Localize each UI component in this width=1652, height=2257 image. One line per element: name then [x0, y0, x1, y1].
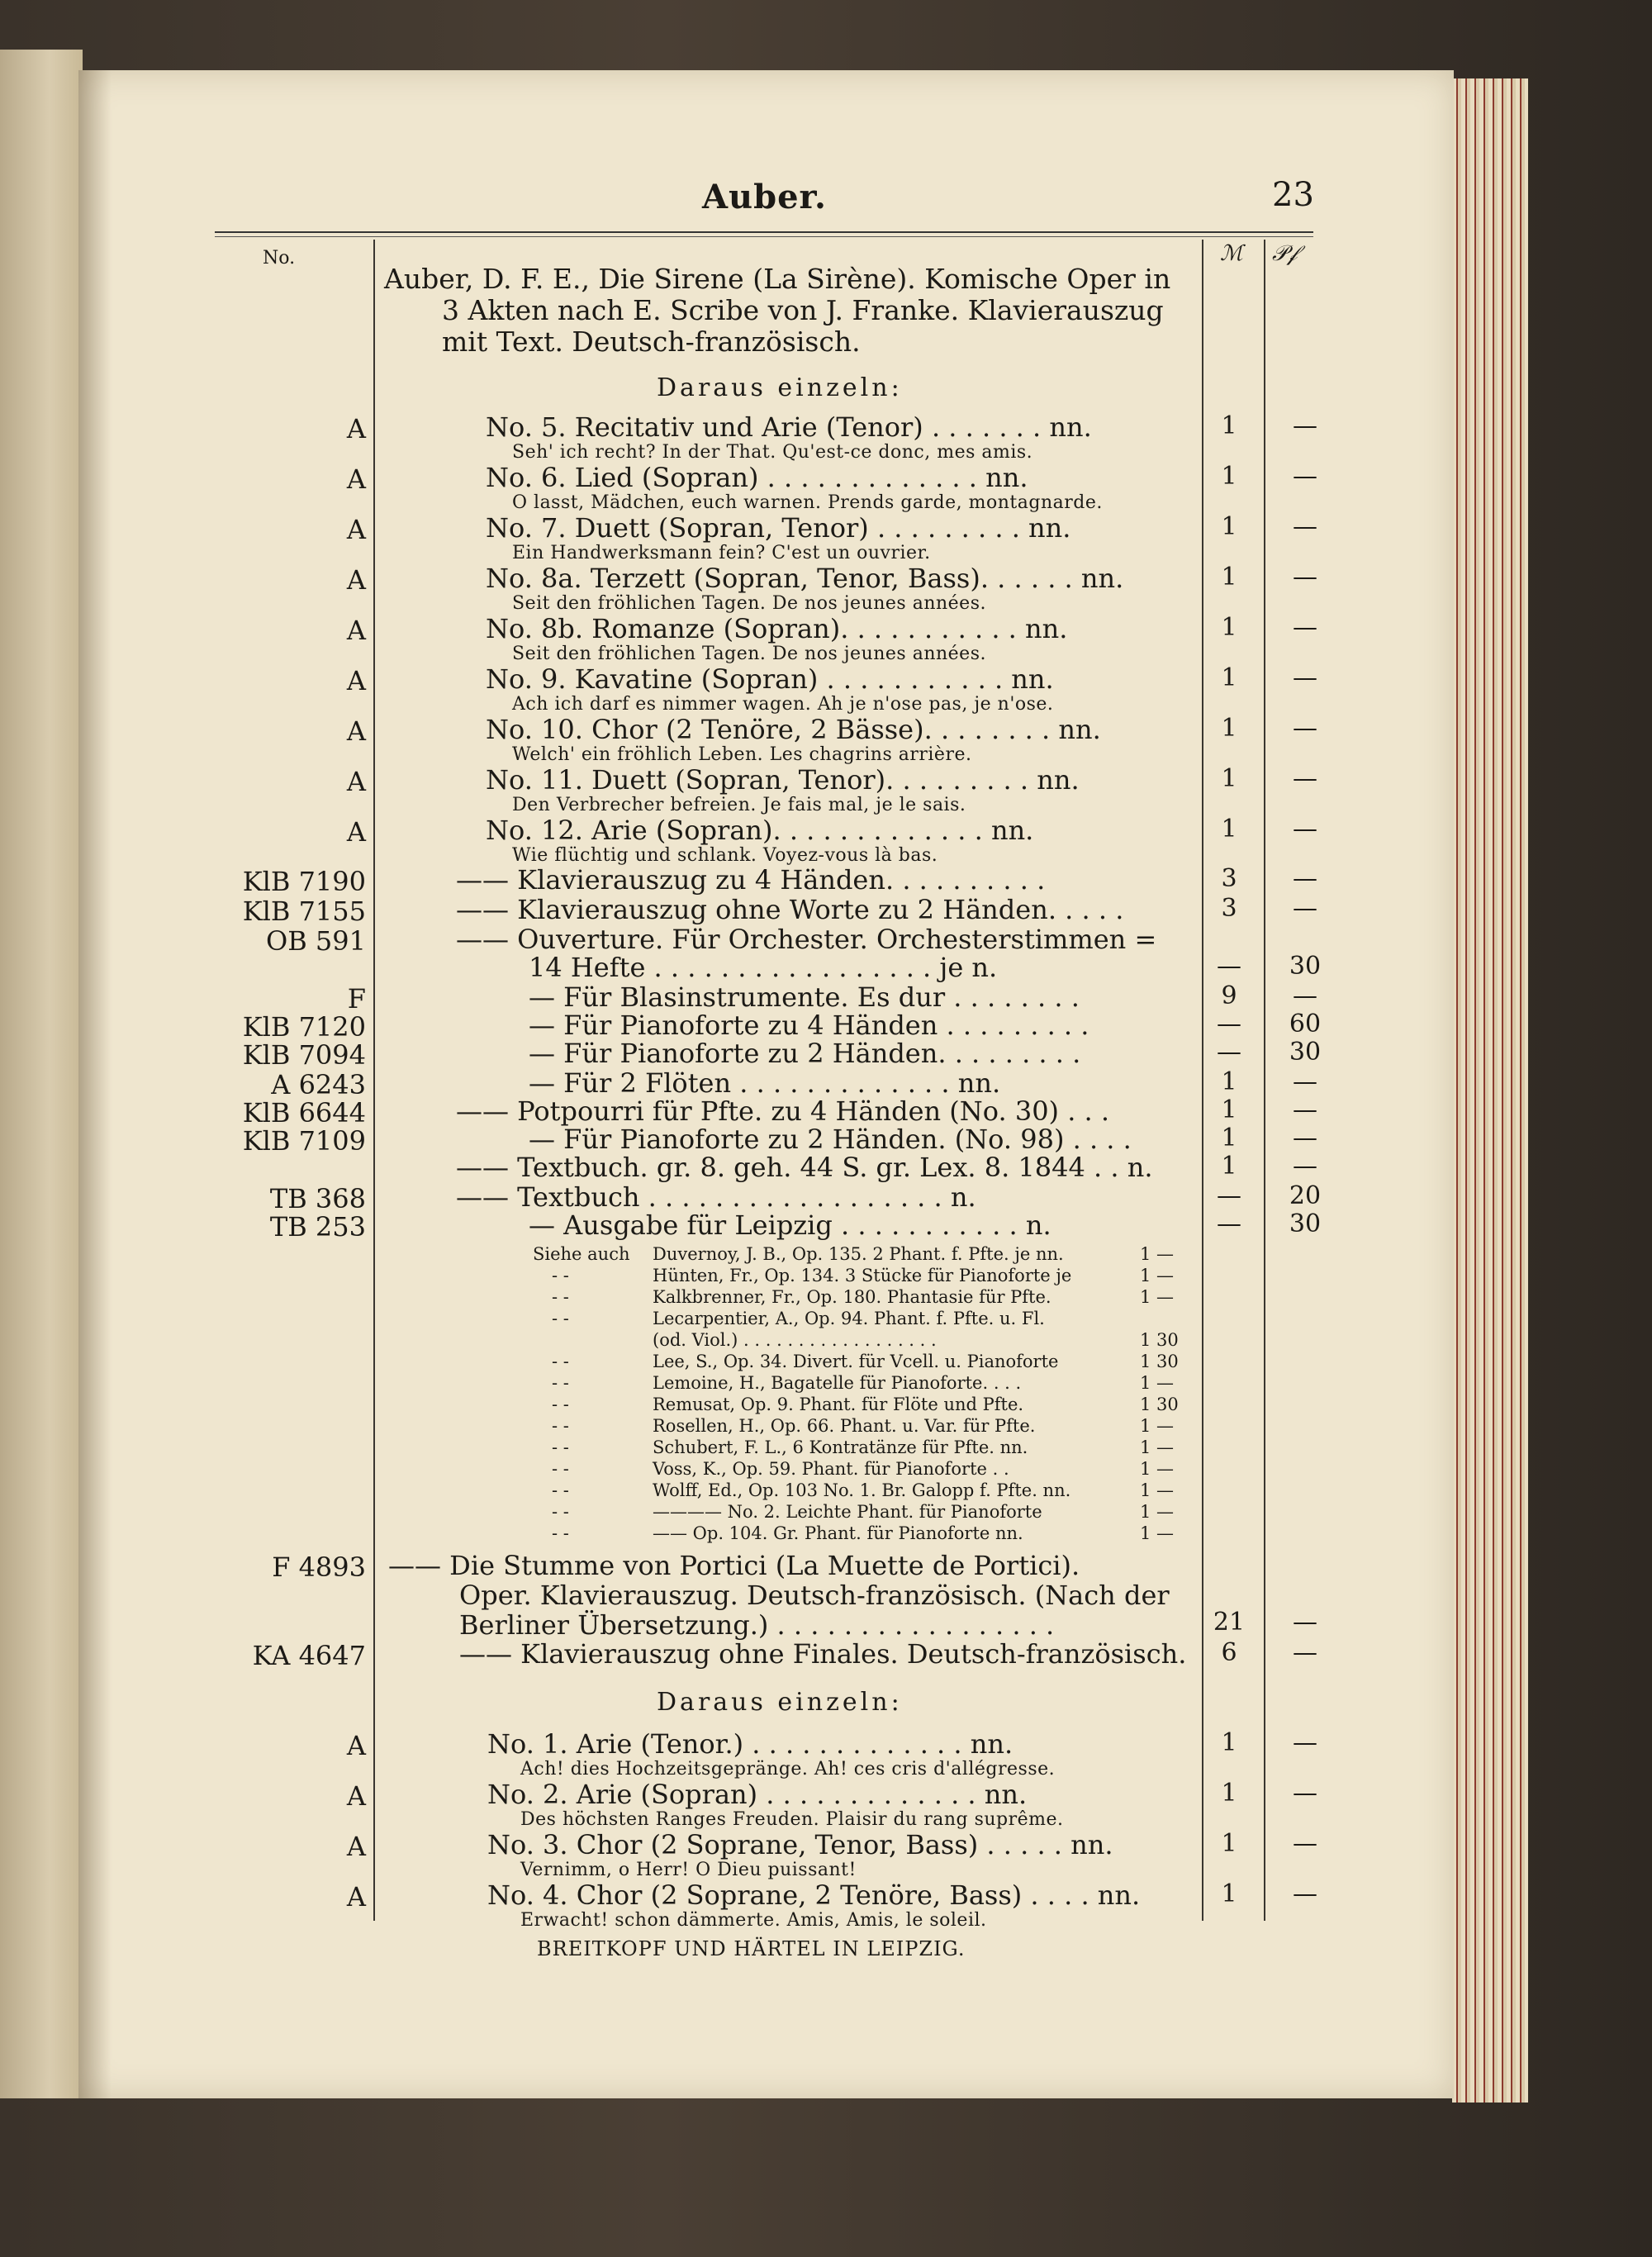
entry-price-pf: — — [1293, 563, 1317, 592]
see-also-prefix: Siehe auch — [533, 1244, 630, 1264]
ka-code: KA 4647 — [252, 1640, 366, 1671]
entry-code: A — [346, 413, 366, 444]
arrangement-price-pf: 30 — [1289, 1038, 1322, 1067]
entry-price-pf: — — [1293, 663, 1317, 692]
entry-subtitle: Den Verbrecher befreien. Je fais mal, je le sais. — [512, 795, 966, 815]
arrangement-price-mark: 3 — [1221, 864, 1237, 893]
intro-line-2: 3 Akten nach E. Scribe von J. Franke. Klavierauszug — [442, 294, 1164, 326]
entry-price-pf: — — [1293, 1779, 1317, 1808]
arrangement-price-pf: 30 — [1289, 1209, 1322, 1238]
see-also-prefix: - - — [552, 1395, 569, 1414]
entry-code: A — [346, 1831, 366, 1862]
see-also-price: 1 — — [1140, 1266, 1175, 1285]
see-also-text: Lee, S., Op. 34. Divert. für Vcell. u. Pianoforte — [653, 1352, 1059, 1371]
arrangement-code: KlB 7109 — [242, 1125, 366, 1157]
arrangement-price-pf: 30 — [1289, 952, 1322, 981]
entry-price-pf: — — [1293, 764, 1317, 793]
arrangement-code: KlB 7094 — [242, 1039, 366, 1071]
arrangement-price-pf: 20 — [1289, 1181, 1322, 1210]
see-also-prefix: - - — [552, 1309, 569, 1328]
entry-title: No. 2. Arie (Sopran) . . . . . . . . . . . . . nn. — [487, 1779, 1028, 1810]
see-also-text: Duvernoy, J. B., Op. 135. 2 Phant. f. Pfte. je nn. — [653, 1244, 1064, 1264]
entry-subtitle: Erwacht! schon dämmerte. Amis, Amis, le soleil. — [520, 1910, 987, 1931]
entry-price-mark: 1 — [1221, 411, 1237, 440]
column-label-pfennig: 𝒫𝒻 — [1272, 241, 1298, 266]
arrangement-price-mark: — — [1217, 952, 1241, 981]
entry-price-mark: 1 — [1221, 512, 1237, 541]
entry-price-mark: 1 — [1221, 1779, 1237, 1808]
stumme-price-mark: 21 — [1213, 1608, 1246, 1637]
entry-price-mark: 1 — [1221, 663, 1237, 692]
daraus-einzeln-heading-2: Daraus einzeln: — [657, 1688, 903, 1717]
arrangement-price-pf: — — [1293, 1095, 1317, 1124]
arrangement-code: OB 591 — [266, 925, 366, 957]
entry-code: A — [346, 816, 366, 848]
stumme-line-1: —— Die Stumme von Portici (La Muette de Portici). — [388, 1550, 1080, 1581]
entry-subtitle: Ein Handwerksmann fein? C'est un ouvrier. — [512, 543, 931, 563]
entry-subtitle: Des höchsten Ranges Freuden. Plaisir du rang suprême. — [520, 1809, 1064, 1830]
entry-code: A — [346, 514, 366, 545]
entry-code: A — [346, 1881, 366, 1913]
entry-price-pf: — — [1293, 613, 1317, 642]
column-divider-code — [373, 240, 375, 1921]
see-also-prefix: - - — [552, 1502, 569, 1522]
ka-price-mark: 6 — [1221, 1638, 1237, 1667]
entry-title: No. 8a. Terzett (Sopran, Tenor, Bass). . . . . . nn. — [486, 563, 1124, 594]
entry-price-mark: 1 — [1221, 815, 1237, 843]
see-also-price: 1 — — [1140, 1373, 1175, 1393]
see-also-price: 1 — — [1140, 1416, 1175, 1436]
ka-title: —— Klavierauszug ohne Finales. Deutsch-französisch. — [459, 1638, 1187, 1670]
arrangement-price-mark: 3 — [1221, 894, 1237, 923]
arrangement-code: KlB 7190 — [242, 866, 366, 897]
entry-price-mark: 1 — [1221, 563, 1237, 592]
entry-code: A — [346, 564, 366, 596]
stumme-line-3: Berliner Übersetzung.) . . . . . . . . . . . . . . . . . — [459, 1609, 1055, 1641]
see-also-text: Schubert, F. L., 6 Kontratänze für Pfte. nn. — [653, 1437, 1028, 1457]
left-page-edge — [0, 50, 83, 2098]
entry-title: No. 10. Chor (2 Tenöre, 2 Bässe). . . . . . . . nn. — [486, 714, 1101, 745]
arrangement-price-pf: — — [1293, 1067, 1317, 1096]
arrangement-title: — Für Pianoforte zu 4 Händen . . . . . . . . . — [529, 1010, 1089, 1041]
publisher-footer: BREITKOPF UND HÄRTEL IN LEIPZIG. — [537, 1937, 966, 1960]
arrangement-code: F — [347, 983, 366, 1014]
see-also-price: 1 — — [1140, 1523, 1175, 1543]
see-also-price: 1 30 — [1140, 1395, 1179, 1414]
arrangement-title: —— Textbuch . . . . . . . . . . . . . . . . . . n. — [456, 1181, 976, 1213]
see-also-text: Remusat, Op. 9. Phant. für Flöte und Pfte. — [653, 1395, 1024, 1414]
see-also-price: 1 30 — [1140, 1352, 1179, 1371]
see-also-price: 1 — — [1140, 1459, 1175, 1479]
entry-code: A — [346, 715, 366, 747]
gutter-shadow — [78, 70, 112, 2098]
see-also-text: Lemoine, H., Bagatelle für Pianoforte. . . . — [653, 1373, 1022, 1393]
intro-line-1: Auber, D. F. E., Die Sirene (La Sirène). Komische Oper in — [384, 263, 1171, 295]
see-also-prefix: - - — [552, 1523, 569, 1543]
arrangement-title: —— Klavierauszug ohne Worte zu 2 Händen. . . . . — [456, 894, 1124, 925]
entry-subtitle: Ach! dies Hochzeitsgepränge. Ah! ces cris d'allégresse. — [520, 1759, 1056, 1779]
entry-title: No. 1. Arie (Tenor.) . . . . . . . . . . . . . nn. — [487, 1728, 1014, 1760]
entry-subtitle: Seit den fröhlichen Tagen. De nos jeunes années. — [512, 644, 986, 664]
entry-subtitle: Wie flüchtig und schlank. Voyez-vous là bas. — [512, 845, 938, 866]
page-edges — [1452, 78, 1528, 2103]
arrangement-code: KlB 7120 — [242, 1011, 366, 1043]
column-label-mark: ℳ — [1220, 241, 1243, 266]
entry-price-mark: 1 — [1221, 714, 1237, 743]
arrangement-price-pf: — — [1293, 1124, 1317, 1152]
entry-price-pf: — — [1293, 1829, 1317, 1858]
stumme-code: F 4893 — [272, 1551, 366, 1583]
arrangement-price-pf: — — [1293, 1152, 1317, 1181]
entry-code: A — [346, 1730, 366, 1761]
arrangement-title: — Für Pianoforte zu 2 Händen. . . . . . . . . — [529, 1038, 1081, 1069]
arrangement-price-mark: 1 — [1221, 1124, 1237, 1152]
entry-price-mark: 1 — [1221, 1829, 1237, 1858]
see-also-price: 1 — — [1140, 1502, 1175, 1522]
entry-price-pf: — — [1293, 411, 1317, 440]
arrangement-price-mark: 1 — [1221, 1152, 1237, 1181]
see-also-text: Hünten, Fr., Op. 134. 3 Stücke für Pianoforte je — [653, 1266, 1072, 1285]
see-also-prefix: - - — [552, 1373, 569, 1393]
entry-title: No. 5. Recitativ und Arie (Tenor) . . . . . . . nn. — [486, 411, 1092, 443]
arrangement-title: —— Klavierauszug zu 4 Händen. . . . . . . . . . — [456, 864, 1046, 896]
entry-title: No. 11. Duett (Sopran, Tenor). . . . . . . . . nn. — [486, 764, 1080, 796]
running-head: Auber. — [702, 178, 827, 216]
see-also-price: 1 — — [1140, 1287, 1175, 1307]
arrangement-code: TB 253 — [269, 1211, 366, 1243]
entry-title: No. 3. Chor (2 Soprane, Tenor, Bass) . . . . . nn. — [487, 1829, 1113, 1860]
entry-price-pf: — — [1293, 1728, 1317, 1757]
arrangement-title: 14 Hefte . . . . . . . . . . . . . . . . . je n. — [529, 952, 998, 983]
see-also-price: 1 — — [1140, 1437, 1175, 1457]
see-also-prefix: - - — [552, 1459, 569, 1479]
arrangement-code: KlB 7155 — [242, 896, 366, 927]
arrangement-code: TB 368 — [269, 1183, 366, 1214]
entry-subtitle: Vernimm, o Herr! O Dieu puissant! — [520, 1860, 857, 1880]
see-also-text: Voss, K., Op. 59. Phant. für Pianoforte . . — [653, 1459, 1009, 1479]
entry-title: No. 9. Kavatine (Sopran) . . . . . . . . . . . nn. — [486, 663, 1054, 695]
entry-price-mark: 1 — [1221, 1728, 1237, 1757]
header-rule-thin — [215, 236, 1313, 237]
entry-price-pf: — — [1293, 714, 1317, 743]
see-also-text: (od. Viol.) . . . . . . . . . . . . . . . . . . — [653, 1330, 937, 1350]
entry-code: A — [346, 1780, 366, 1812]
see-also-prefix: - - — [552, 1287, 569, 1307]
see-also-price: 1 — — [1140, 1480, 1175, 1500]
entry-price-pf: — — [1293, 512, 1317, 541]
page-number: 23 — [1272, 176, 1314, 214]
see-also-prefix: - - — [552, 1480, 569, 1500]
entry-subtitle: Seit den fröhlichen Tagen. De nos jeunes années. — [512, 593, 986, 614]
entry-price-mark: 1 — [1221, 613, 1237, 642]
see-also-text: Wolff, Ed., Op. 103 No. 1. Br. Galopp f. Pfte. nn. — [653, 1480, 1071, 1500]
entry-price-pf: — — [1293, 1879, 1317, 1908]
stumme-line-2: Oper. Klavierauszug. Deutsch-französisch. (Nach der — [459, 1580, 1170, 1611]
arrangement-price-mark: — — [1217, 1181, 1241, 1210]
arrangement-price-pf: — — [1293, 894, 1317, 923]
entry-subtitle: Ach ich darf es nimmer wagen. Ah je n'ose pas, je n'ose. — [512, 694, 1054, 715]
arrangement-title: — Für Pianoforte zu 2 Händen. (No. 98) . . . . — [529, 1124, 1132, 1155]
see-also-prefix: - - — [552, 1437, 569, 1457]
arrangement-price-mark: — — [1217, 1209, 1241, 1238]
see-also-prefix: - - — [552, 1416, 569, 1436]
entry-title: No. 8b. Romanze (Sopran). . . . . . . . . . . nn. — [486, 613, 1068, 644]
entry-code: A — [346, 615, 366, 646]
see-also-prefix: - - — [552, 1266, 569, 1285]
arrangement-title: — Ausgabe für Leipzig . . . . . . . . . . . n. — [529, 1209, 1051, 1241]
entry-price-mark: 1 — [1221, 1879, 1237, 1908]
see-also-text: —— Op. 104. Gr. Phant. für Pianoforte nn. — [653, 1523, 1023, 1543]
arrangement-price-mark: 1 — [1221, 1067, 1237, 1096]
arrangement-title: —— Ouverture. Für Orchester. Orchesterstimmen = — [456, 924, 1157, 955]
entry-price-pf: — — [1293, 462, 1317, 491]
intro-line-3: mit Text. Deutsch-französisch. — [442, 325, 861, 358]
entry-title: No. 12. Arie (Sopran). . . . . . . . . . . . . nn. — [486, 815, 1034, 846]
ka-price-pf: — — [1293, 1638, 1317, 1667]
see-also-text: Lecarpentier, A., Op. 94. Phant. f. Pfte. u. Fl. — [653, 1309, 1045, 1328]
entry-code: A — [346, 665, 366, 696]
arrangement-title: —— Potpourri für Pfte. zu 4 Händen (No. 30) . . . — [456, 1095, 1110, 1127]
entry-title: No. 7. Duett (Sopran, Tenor) . . . . . . . . . nn. — [486, 512, 1071, 544]
see-also-text: ———— No. 2. Leichte Phant. für Pianoforte — [653, 1502, 1042, 1522]
entry-price-mark: 1 — [1221, 462, 1237, 491]
see-also-text: Kalkbrenner, Fr., Op. 180. Phantasie für Pfte. — [653, 1287, 1051, 1307]
arrangement-code: A 6243 — [271, 1069, 366, 1100]
entry-price-mark: 1 — [1221, 764, 1237, 793]
entry-code: A — [346, 766, 366, 797]
arrangement-price-mark: — — [1217, 1038, 1241, 1067]
see-also-price: 1 — — [1140, 1244, 1175, 1264]
entry-title: No. 4. Chor (2 Soprane, 2 Tenöre, Bass) . . . . nn. — [487, 1879, 1141, 1911]
entry-subtitle: Seh' ich recht? In der That. Qu'est-ce donc, mes amis. — [512, 442, 1033, 463]
arrangement-title: — Für 2 Flöten . . . . . . . . . . . . . nn. — [529, 1067, 1001, 1099]
see-also-prefix: - - — [552, 1352, 569, 1371]
see-also-price: 1 30 — [1140, 1330, 1179, 1350]
see-also-text: Rosellen, H., Op. 66. Phant. u. Var. für Pfte. — [653, 1416, 1036, 1436]
entry-price-pf: — — [1293, 815, 1317, 843]
header-rule — [215, 231, 1313, 233]
arrangement-price-mark: 1 — [1221, 1095, 1237, 1124]
arrangement-price-pf: — — [1293, 864, 1317, 893]
daraus-einzeln-heading-1: Daraus einzeln: — [657, 373, 903, 402]
column-label-no: No. — [263, 248, 296, 268]
arrangement-price-pf: 60 — [1289, 1010, 1322, 1038]
entry-title: No. 6. Lied (Sopran) . . . . . . . . . . . . . nn. — [486, 462, 1028, 493]
arrangement-price-pf: — — [1293, 981, 1317, 1010]
arrangement-title: — Für Blasinstrumente. Es dur . . . . . . . . — [529, 981, 1080, 1013]
stumme-price-pf: — — [1293, 1608, 1317, 1637]
entry-code: A — [346, 463, 366, 495]
arrangement-price-mark: 9 — [1221, 981, 1237, 1010]
arrangement-price-mark: — — [1217, 1010, 1241, 1038]
arrangement-code: KlB 6644 — [242, 1097, 366, 1128]
entry-subtitle: Welch' ein fröhlich Leben. Les chagrins arrière. — [512, 744, 972, 765]
arrangement-title: —— Textbuch. gr. 8. geh. 44 S. gr. Lex. 8. 1844 . . n. — [456, 1152, 1153, 1183]
entry-subtitle: O lasst, Mädchen, euch warnen. Prends garde, montagnarde. — [512, 492, 1103, 513]
